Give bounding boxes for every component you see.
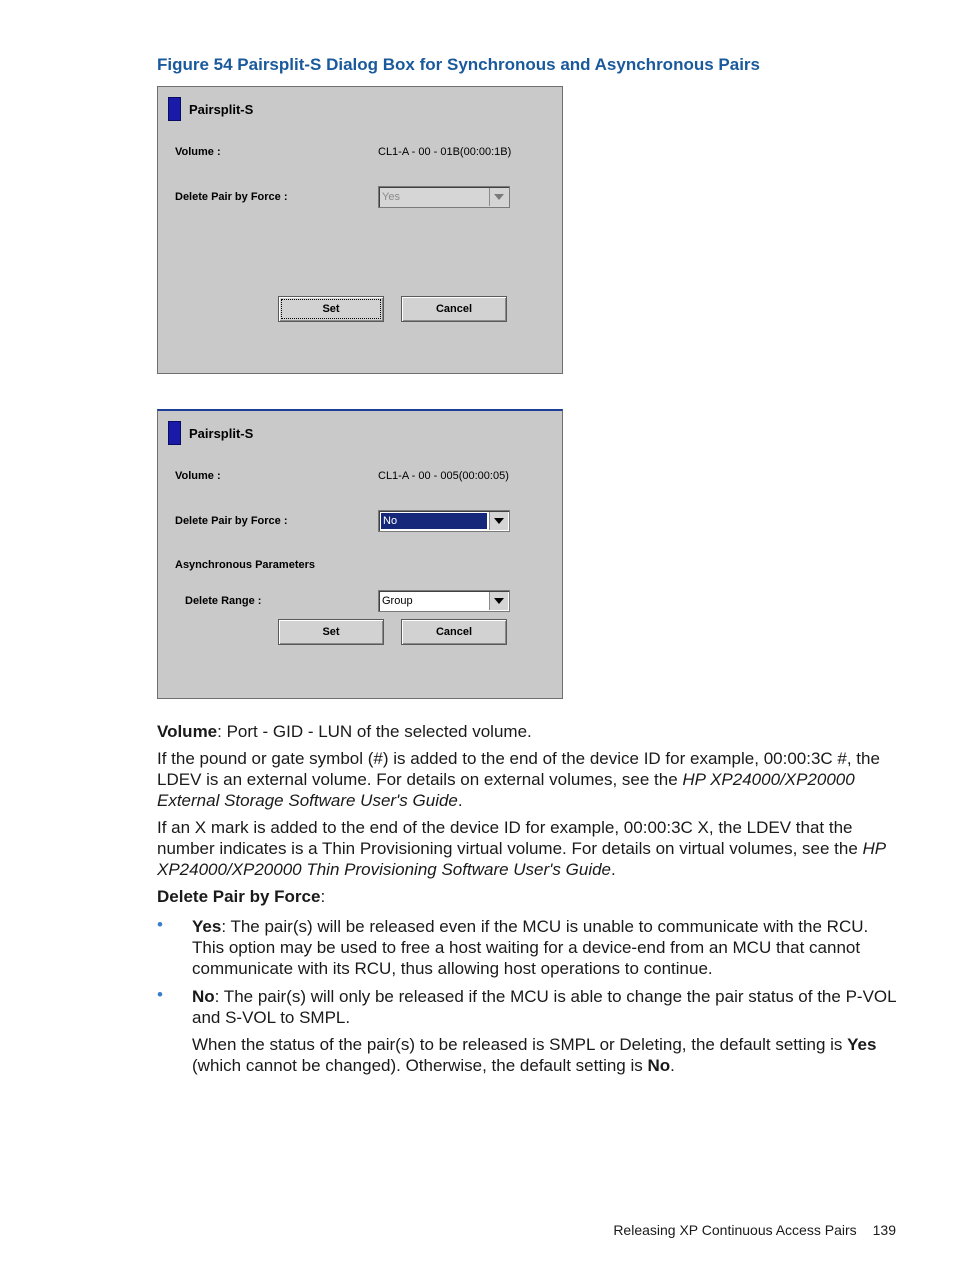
delete-pair-by-force-value: No [381, 513, 487, 529]
default-no: No [647, 1056, 671, 1075]
bullet-icon: • [157, 985, 163, 1004]
figure-caption: Figure 54 Pairsplit-S Dialog Box for Synchronous and Asynchronous Pairs [157, 55, 760, 74]
volume-term: Volume [157, 722, 218, 741]
no-option-item [192, 986, 902, 1028]
pound-text: If the pound or gate symbol (#) is added to the end of the device ID for example, 00:00:3C #, the LDEV is an external volume. For details on external volumes, see the [157, 749, 880, 789]
volume-label: Volume : [175, 146, 221, 158]
chevron-down-icon[interactable] [489, 188, 508, 206]
pound-symbol-paragraph [157, 748, 902, 811]
force-term: Delete Pair by Force [157, 887, 321, 906]
cancel-button[interactable]: Cancel [401, 619, 507, 645]
force-colon: : [320, 887, 326, 906]
set-button[interactable]: Set [278, 296, 384, 322]
delete-pair-by-force-label: Delete Pair by Force : [175, 515, 288, 527]
set-button[interactable]: Set [278, 619, 384, 645]
delete-pair-by-force-select[interactable] [378, 510, 510, 532]
delete-pair-by-force-label: Delete Pair by Force : [175, 191, 288, 203]
yes-option-item [192, 916, 902, 979]
pound-end: . [457, 791, 463, 810]
dialog-title [168, 97, 253, 121]
volume-desc: : Port - GID - LUN of the selected volume. [217, 722, 532, 741]
thin-provisioning-guide-ref: HP XP24000/XP20000 Thin Provisioning Software User's Guide [157, 839, 886, 879]
xmark-text: If an X mark is added to the end of the device ID for example, 00:00:3C X, the LDEV that the number indicates is a Thin Provisioning virtual volume. For details on virtual volumes, see the [157, 818, 863, 858]
delete-pair-by-force-value: Yes [382, 191, 400, 203]
pairsplit-dialog-sync [157, 86, 563, 374]
page-number: 139 [872, 1222, 896, 1238]
title-marker-icon [168, 97, 181, 121]
no-desc: : The pair(s) will only be released if the MCU is able to change the pair status of the P-VOL and S-VOL to SMPL. [192, 987, 896, 1027]
volume-value: CL1-A - 00 - 01B(00:00:1B) [378, 146, 512, 158]
dialog-title [168, 421, 253, 445]
delete-pair-by-force-heading [157, 886, 902, 907]
page-footer [600, 1222, 896, 1238]
delete-range-value: Group [382, 595, 413, 607]
external-storage-guide-ref: HP XP24000/XP20000 External Storage Software User's Guide [157, 770, 855, 810]
title-marker-icon [168, 421, 181, 445]
x-mark-paragraph [157, 817, 902, 880]
pairsplit-dialog-async [157, 409, 563, 699]
volume-value: CL1-A - 00 - 005(00:00:05) [378, 470, 509, 482]
default-text-1: When the status of the pair(s) to be released is SMPL or Deleting, the default setting is [192, 1035, 848, 1054]
yes-desc: : The pair(s) will be released even if the MCU is unable to communicate with the RCU. This option may be used to free a host waiting for a device-end from an MCU that cannot communicate with its RCU, thus allowing host operations to continue. [192, 917, 869, 978]
no-term: No [192, 987, 215, 1006]
yes-term: Yes [192, 917, 222, 936]
delete-range-label: Delete Range : [185, 595, 262, 607]
chevron-down-icon[interactable] [489, 512, 508, 530]
asynchronous-parameters-heading: Asynchronous Parameters [175, 559, 315, 571]
volume-description [157, 721, 902, 742]
cancel-button[interactable]: Cancel [401, 296, 507, 322]
volume-label: Volume : [175, 470, 221, 482]
default-end: . [670, 1056, 675, 1075]
default-yes: Yes [847, 1035, 877, 1054]
xmark-end: . [611, 860, 616, 879]
default-setting-note [192, 1034, 902, 1076]
bullet-icon: • [157, 915, 163, 934]
footer-section-title: Releasing XP Continuous Access Pairs [613, 1222, 857, 1238]
default-text-2: (which cannot be changed). Otherwise, the default setting is [192, 1056, 648, 1075]
chevron-down-icon[interactable] [489, 592, 508, 610]
dialog-title-text: Pairsplit-S [189, 425, 254, 441]
dialog-title-text: Pairsplit-S [189, 101, 254, 117]
delete-pair-by-force-select[interactable] [378, 186, 510, 208]
delete-range-select[interactable] [378, 590, 510, 612]
